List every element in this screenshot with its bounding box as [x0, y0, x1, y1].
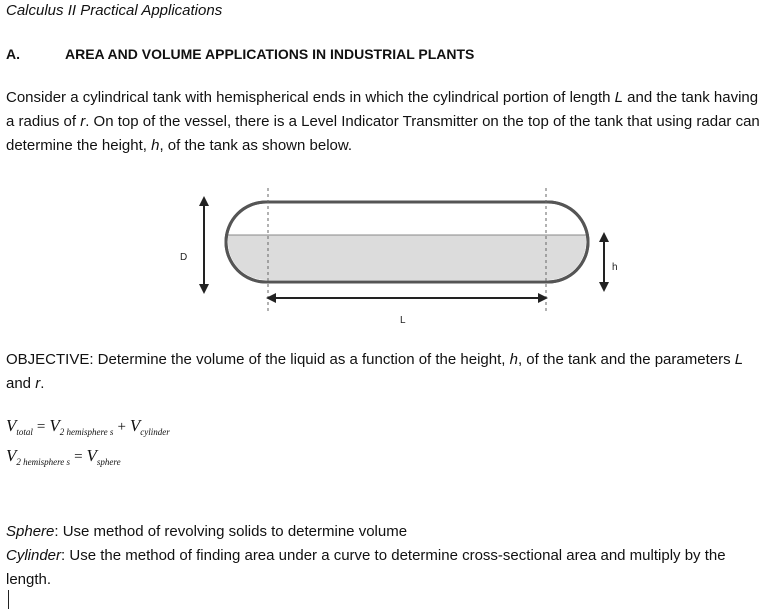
document-header-title: Calculus II Practical Applications	[6, 2, 223, 19]
cylinder-note	[6, 544, 768, 592]
sphere-text: : Use method of revolving solids to determine volume	[54, 523, 408, 540]
objective-text-2: , of the tank and the parameters	[517, 351, 735, 368]
label-D: D	[180, 252, 188, 263]
var-h: h	[509, 351, 518, 368]
objective-paragraph	[6, 348, 768, 396]
intro-text-3: . On top of the vessel, there is a Level Indicator Transmitter on the top of the tank that using radar can determine the height,	[6, 113, 760, 154]
intro-text-2: and the tank having a radius of	[6, 89, 759, 130]
intro-paragraph	[6, 86, 768, 158]
sphere-note	[6, 520, 768, 544]
objective-text-3: and	[6, 375, 36, 392]
objective-text-1: OBJECTIVE: Determine the volume of the liquid as a function of the height,	[6, 351, 510, 368]
text-cursor	[8, 590, 9, 609]
cylinder-text: : Use the method of finding area under a curve to determine cross-sectional area and multiply by the length.	[6, 547, 726, 588]
sphere-label: Sphere	[6, 523, 55, 540]
equation-total-volume: $V_{total} = V_{2 hemisphere s} + V_{cylinder}$	[6, 416, 170, 437]
var-r: r	[80, 113, 86, 130]
section-letter: A.	[6, 46, 20, 62]
label-h: h	[612, 262, 618, 273]
var-r: r	[35, 375, 41, 392]
var-L: L	[734, 351, 744, 368]
tank-liquid	[228, 235, 586, 280]
label-L: L	[400, 315, 406, 326]
equation-hemispheres: $V_{2 hemisphere s} = V_{sphere}$	[6, 446, 121, 467]
notes-paragraph	[6, 520, 768, 592]
objective-text-4: .	[40, 375, 45, 392]
var-h: h	[151, 137, 160, 154]
tank-diagram	[0, 180, 768, 330]
section-title: AREA AND VOLUME APPLICATIONS IN INDUSTRIAL PLANTS	[65, 46, 475, 62]
intro-text-1: Consider a cylindrical tank with hemispherical ends in which the cylindrical portion of length	[6, 89, 615, 106]
intro-text-4: , of the tank as shown below.	[159, 137, 353, 154]
var-L: L	[614, 89, 623, 106]
cylinder-label: Cylinder	[6, 547, 62, 564]
